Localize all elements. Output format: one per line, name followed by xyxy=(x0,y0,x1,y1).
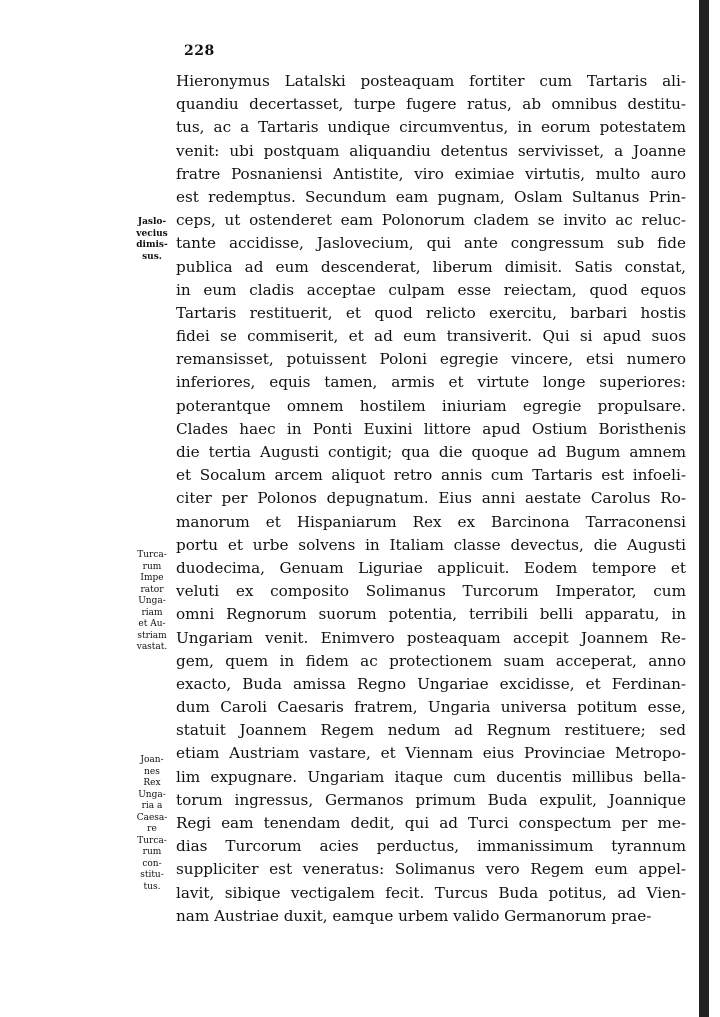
text-line: fidei se commiserit, et ad eum transiverit. Qui si apud suos xyxy=(176,327,686,346)
margin-note-line: Joan- xyxy=(140,755,164,765)
margin-note-line: Caesa- xyxy=(136,812,168,823)
text-line: suppliciter est veneratus: Solimanus vero Regem eum appel- xyxy=(176,860,686,879)
page-edge-bar xyxy=(699,0,709,1017)
text-line: manorum et Hispaniarum Rex ex Barcinona Tarraconensi xyxy=(176,512,686,531)
margin-note-line: rator xyxy=(140,584,164,595)
text-line: portu et urbe solvens in Italiam classe devectus, die Augusti xyxy=(176,535,686,554)
margin-note-line: stitu- xyxy=(140,870,164,880)
text-line: tante accidisse, Jaslovecium, qui ante congressum sub fide xyxy=(176,234,686,253)
margin-note-line: vecius xyxy=(136,228,168,239)
text-line: ceps, ut ostenderet eam Polonorum cladem se invito ac reluc- xyxy=(176,211,686,230)
text-line: dias Turcorum acies perductus, immanissimum tyrannum xyxy=(176,837,686,856)
margin-note-line: vastat. xyxy=(136,642,168,652)
text-line: tus, ac a Tartaris undique circumventus, in eorum potestatem xyxy=(176,118,686,137)
text-line: gem, quem in fidem ac protectionem suam acceperat, anno xyxy=(176,651,686,670)
text-line: duodecima, Genuam Liguriae applicuit. Eodem tempore et xyxy=(176,558,686,577)
margin-note-line: striam xyxy=(137,630,167,641)
text-line: Tartaris restituerit, et quod relicto exercitu, barbari hostis xyxy=(176,303,686,322)
margin-note-joannes-rex xyxy=(128,755,176,893)
text-line: exacto, Buda amissa Regno Ungariae excidisse, et Ferdinan- xyxy=(176,674,686,693)
text-line: poterantque omnem hostilem iniuriam egregie propulsare. xyxy=(176,396,686,415)
margin-note-line: re xyxy=(147,824,157,834)
margin-note-line: Unga- xyxy=(138,789,166,800)
text-line: venit: ubi postquam aliquandiu detentus servivisset, a Joanne xyxy=(176,141,686,160)
margin-note-line: riam xyxy=(141,607,163,618)
margin-note-jaslovecius xyxy=(128,217,176,263)
margin-note-line: rum xyxy=(142,561,162,572)
margin-note-line: Jaslo- xyxy=(137,217,167,227)
text-line: etiam Austriam vastare, et Viennam eius Provinciae Metropo- xyxy=(176,744,686,763)
margin-note-line: nes xyxy=(144,766,160,777)
text-line: Hieronymus Latalski posteaquam fortiter cum Tartaris ali- xyxy=(176,72,686,90)
text-line: lavit, sibique vectigalem fecit. Turcus Buda potitus, ad Vien- xyxy=(176,883,686,902)
margin-note-line: tus. xyxy=(143,881,161,892)
text-line: inferiores, equis tamen, armis et virtute longe superiores: xyxy=(176,373,686,392)
margin-note-line: Impe xyxy=(140,573,164,583)
text-line: et Socalum arcem aliquot retro annis cum Tartaris est infoeli- xyxy=(176,466,686,485)
text-line: Ungariam venit. Enimvero posteaquam accepit Joannem Re- xyxy=(176,628,686,647)
margin-note-line: Turca- xyxy=(137,835,167,846)
margin-note-line: et Au- xyxy=(138,619,166,629)
text-line: Regi eam tenendam dedit, qui ad Turci conspectum per me- xyxy=(176,814,686,832)
text-line: veluti ex composito Solimanus Turcorum Imperator, cum xyxy=(176,582,686,601)
page-number: 228 xyxy=(184,43,215,59)
text-line: nam Austriae duxit, eamque urbem valido Germanorum prae- xyxy=(176,906,652,925)
margin-note-line: Turca- xyxy=(137,550,167,560)
text-line: est redemptus. Secundum eam pugnam, Oslam Sultanus Prin- xyxy=(176,187,686,206)
text-line: torum ingressus, Germanos primum Buda expulit, Joannique xyxy=(176,790,686,809)
margin-note-line: dimis- xyxy=(136,240,168,250)
text-line: omni Regnorum suorum potentia, terribili belli apparatu, in xyxy=(176,605,686,624)
margin-note-line: Rex xyxy=(143,778,161,788)
text-line: fratre Posnaniensi Antistite, viro eximiae virtutis, multo auro xyxy=(176,164,686,183)
text-line: remansisset, potuissent Poloni egregie vincere, etsi numero xyxy=(176,350,686,369)
margin-note-turcarum-imperator xyxy=(128,550,176,654)
text-line: die tertia Augusti contigit; qua die quoque ad Bugum amnem xyxy=(176,443,686,461)
text-line: citer per Polonos depugnatum. Eius anni aestate Carolus Ro- xyxy=(176,489,686,508)
margin-note-line: sus. xyxy=(142,251,162,262)
text-line: dum Caroli Caesaris fratrem, Ungaria universa potitum esse, xyxy=(176,698,686,717)
margin-note-line: Unga- xyxy=(138,596,166,606)
margin-note-line: con- xyxy=(142,858,162,869)
text-line: Clades haec in Ponti Euxini littore apud Ostium Boristhenis xyxy=(176,419,686,438)
text-line: publica ad eum descenderat, liberum dimisit. Satis constat, xyxy=(176,257,686,276)
body-text xyxy=(176,70,686,928)
text-line: lim expugnare. Ungariam itaque cum ducentis millibus bella- xyxy=(176,767,686,786)
text-line: in eum cladis acceptae culpam esse reiectam, quod equos xyxy=(176,280,686,299)
text-line: statuit Joannem Regem nedum ad Regnum restituere; sed xyxy=(176,721,686,740)
text-line: quandiu decertasset, turpe fugere ratus, ab omnibus destitu- xyxy=(176,95,686,114)
margin-note-line: ria a xyxy=(141,801,163,811)
margin-note-line: rum xyxy=(142,847,162,857)
